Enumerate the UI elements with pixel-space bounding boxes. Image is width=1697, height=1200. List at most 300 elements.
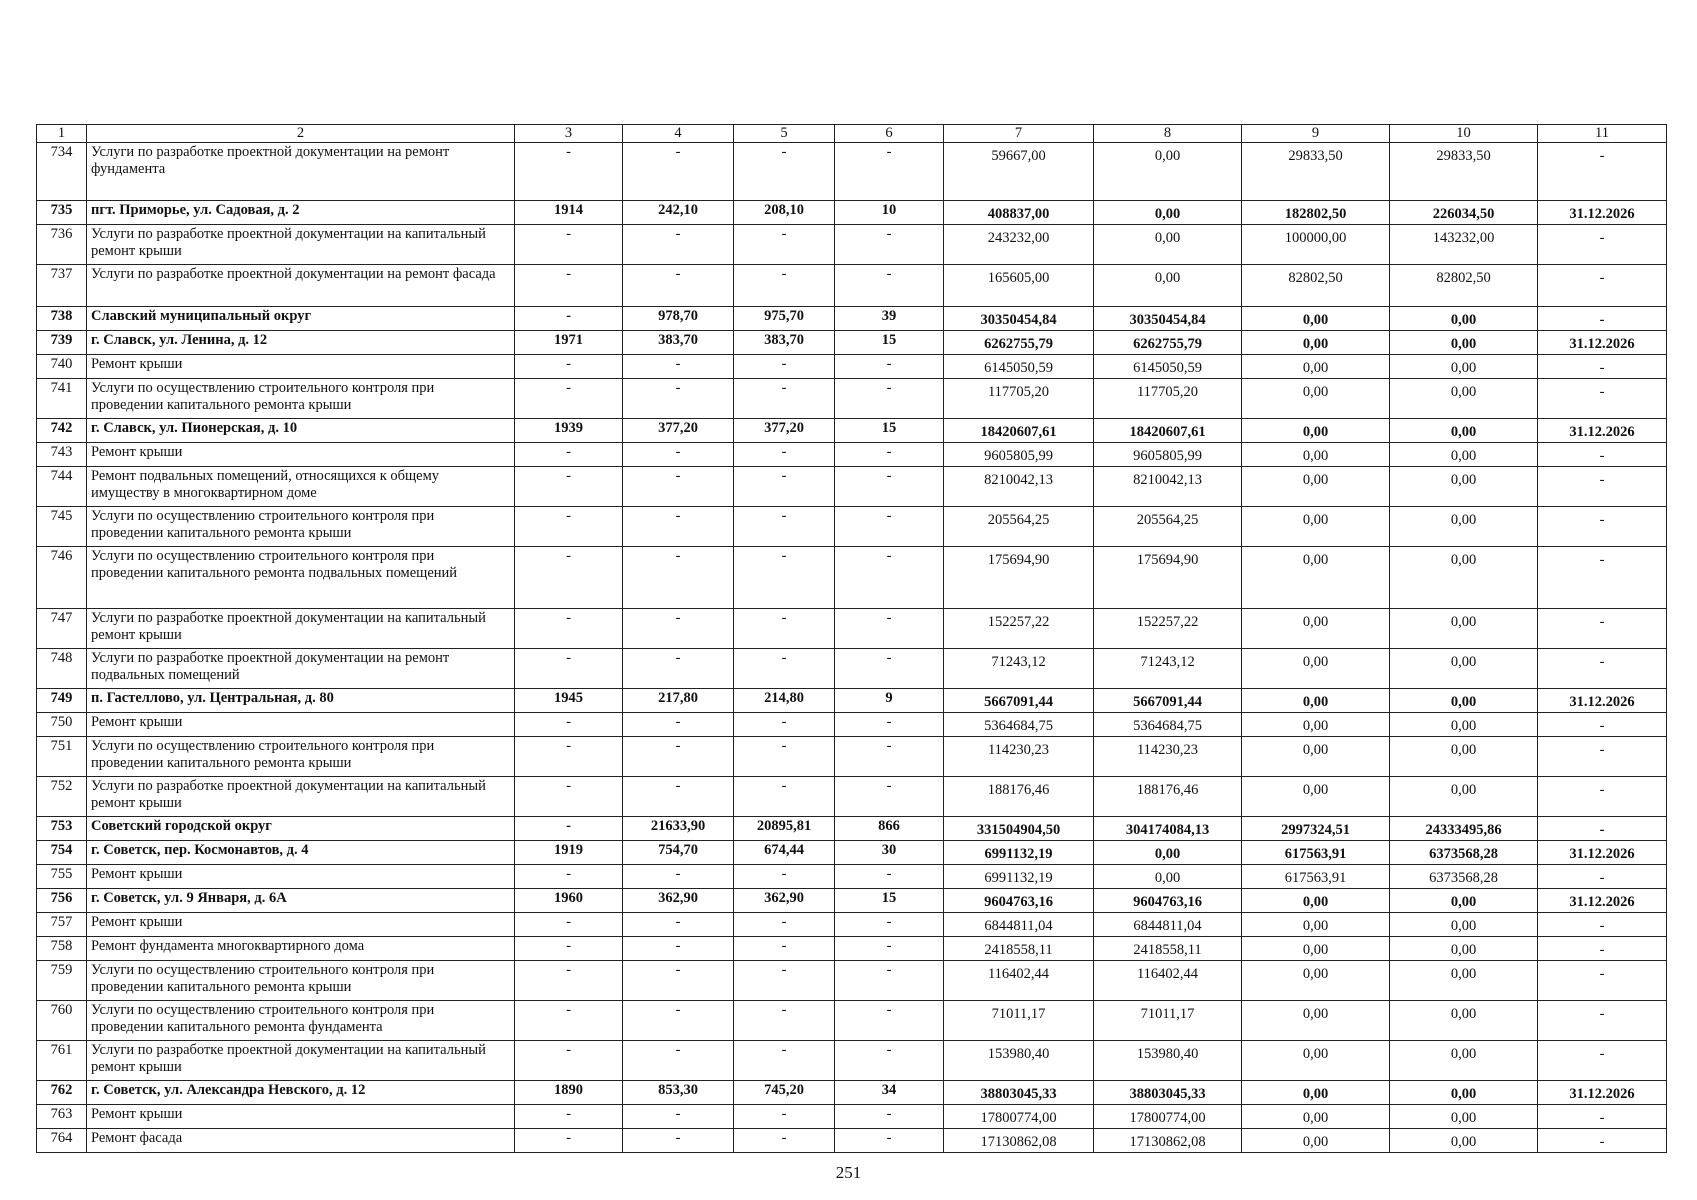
item-name: Ремонт крыши [87,1105,515,1129]
residents-count: 30 [835,841,944,865]
residential-area: - [734,777,835,817]
residents-count: 15 [835,889,944,913]
completion-date: 31.12.2026 [1538,331,1667,355]
completion-date: 31.12.2026 [1538,689,1667,713]
residential-area: - [734,1105,835,1129]
row-number: 750 [37,713,87,737]
total-cost: 59667,00 [944,143,1094,201]
residents-count: - [835,225,944,265]
fund-cost: 0,00 [1094,225,1242,265]
fund-cost: 152257,22 [1094,609,1242,649]
row-number: 737 [37,265,87,307]
total-area: - [623,379,734,419]
fund-cost: 8210042,13 [1094,467,1242,507]
residential-area: 377,20 [734,419,835,443]
owner-cost: 226034,50 [1390,201,1538,225]
row-number: 752 [37,777,87,817]
budget-cost: 82802,50 [1242,265,1390,307]
total-area: - [623,737,734,777]
budget-cost: 0,00 [1242,777,1390,817]
total-cost: 6145050,59 [944,355,1094,379]
total-area: - [623,265,734,307]
fund-cost: 0,00 [1094,841,1242,865]
item-name: Услуги по осуществлению строительного контроля при проведении капитального ремонта фундамента [87,1001,515,1041]
budget-cost: 0,00 [1242,913,1390,937]
owner-cost: 0,00 [1390,609,1538,649]
fund-cost: 9604763,16 [1094,889,1242,913]
row-number: 734 [37,143,87,201]
table-row [37,467,1667,507]
fund-cost: 6844811,04 [1094,913,1242,937]
fund-cost: 5667091,44 [1094,689,1242,713]
item-name: Услуги по разработке проектной документации на капитальный ремонт крыши [87,225,515,265]
column-number: 2 [87,125,515,143]
owner-cost: 0,00 [1390,713,1538,737]
row-number: 736 [37,225,87,265]
table-row [37,737,1667,777]
build-year: 1939 [515,419,623,443]
build-year: - [515,777,623,817]
total-cost: 9604763,16 [944,889,1094,913]
column-number-row [37,125,1667,143]
residential-area: 362,90 [734,889,835,913]
table-row [37,777,1667,817]
build-year: - [515,1129,623,1153]
residents-count: - [835,467,944,507]
residential-area: - [734,143,835,201]
budget-cost: 0,00 [1242,443,1390,467]
table-row [37,937,1667,961]
residents-count: - [835,609,944,649]
table-row [37,865,1667,889]
row-number: 747 [37,609,87,649]
total-area: 362,90 [623,889,734,913]
total-area: - [623,609,734,649]
build-year: - [515,379,623,419]
owner-cost: 0,00 [1390,355,1538,379]
build-year: - [515,1001,623,1041]
fund-cost: 188176,46 [1094,777,1242,817]
table-row [37,379,1667,419]
table-row [37,913,1667,937]
owner-cost: 0,00 [1390,689,1538,713]
budget-cost: 29833,50 [1242,143,1390,201]
total-area: - [623,507,734,547]
total-area: - [623,937,734,961]
residential-area: 208,10 [734,201,835,225]
total-area: - [623,143,734,201]
completion-date: 31.12.2026 [1538,201,1667,225]
build-year: - [515,143,623,201]
residents-count: - [835,265,944,307]
residents-count: - [835,865,944,889]
item-name: Советский городской округ [87,817,515,841]
item-name: Ремонт фасада [87,1129,515,1153]
budget-cost: 0,00 [1242,307,1390,331]
fund-cost: 30350454,84 [1094,307,1242,331]
total-area: - [623,1105,734,1129]
fund-cost: 71011,17 [1094,1001,1242,1041]
residential-area: - [734,507,835,547]
budget-cost: 0,00 [1242,331,1390,355]
total-cost: 331504904,50 [944,817,1094,841]
budget-cost: 0,00 [1242,737,1390,777]
total-cost: 71243,12 [944,649,1094,689]
row-number: 754 [37,841,87,865]
owner-cost: 0,00 [1390,777,1538,817]
row-number: 745 [37,507,87,547]
completion-date: - [1538,1041,1667,1081]
residents-count: - [835,1001,944,1041]
budget-cost: 0,00 [1242,609,1390,649]
residents-count: - [835,507,944,547]
table-row [37,889,1667,913]
fund-cost: 2418558,11 [1094,937,1242,961]
budget-cost: 0,00 [1242,713,1390,737]
build-year: - [515,961,623,1001]
budget-cost: 0,00 [1242,1001,1390,1041]
fund-cost: 17130862,08 [1094,1129,1242,1153]
total-cost: 152257,22 [944,609,1094,649]
completion-date: 31.12.2026 [1538,841,1667,865]
completion-date: 31.12.2026 [1538,1081,1667,1105]
budget-cost: 0,00 [1242,1081,1390,1105]
total-cost: 17800774,00 [944,1105,1094,1129]
completion-date: - [1538,265,1667,307]
item-name: Услуги по разработке проектной документации на ремонт фасада [87,265,515,307]
budget-cost: 0,00 [1242,379,1390,419]
budget-cost: 0,00 [1242,355,1390,379]
fund-cost: 175694,90 [1094,547,1242,609]
fund-cost: 0,00 [1094,201,1242,225]
row-number: 751 [37,737,87,777]
total-cost: 6991132,19 [944,841,1094,865]
row-number: 742 [37,419,87,443]
build-year: - [515,1041,623,1081]
budget-cost: 0,00 [1242,937,1390,961]
fund-cost: 18420607,61 [1094,419,1242,443]
residential-area: 674,44 [734,841,835,865]
residents-count: 15 [835,419,944,443]
row-number: 746 [37,547,87,609]
table-row [37,1081,1667,1105]
total-area: - [623,649,734,689]
column-number: 6 [835,125,944,143]
owner-cost: 0,00 [1390,737,1538,777]
budget-cost: 0,00 [1242,689,1390,713]
build-year: - [515,355,623,379]
residents-count: 9 [835,689,944,713]
item-name: Услуги по разработке проектной документации на ремонт подвальных помещений [87,649,515,689]
residential-area: - [734,913,835,937]
row-number: 738 [37,307,87,331]
build-year: 1919 [515,841,623,865]
total-area: 377,20 [623,419,734,443]
total-cost: 175694,90 [944,547,1094,609]
residential-area: - [734,225,835,265]
owner-cost: 82802,50 [1390,265,1538,307]
column-number: 3 [515,125,623,143]
total-cost: 153980,40 [944,1041,1094,1081]
owner-cost: 0,00 [1390,331,1538,355]
residents-count: 34 [835,1081,944,1105]
budget-cost: 0,00 [1242,961,1390,1001]
row-number: 764 [37,1129,87,1153]
total-cost: 5364684,75 [944,713,1094,737]
total-area: - [623,225,734,265]
owner-cost: 6373568,28 [1390,841,1538,865]
owner-cost: 6373568,28 [1390,865,1538,889]
row-number: 740 [37,355,87,379]
owner-cost: 0,00 [1390,1105,1538,1129]
total-cost: 114230,23 [944,737,1094,777]
fund-cost: 9605805,99 [1094,443,1242,467]
item-name: г. Советск, ул. 9 Января, д. 6А [87,889,515,913]
row-number: 763 [37,1105,87,1129]
table-row [37,817,1667,841]
item-name: Услуги по осуществлению строительного контроля при проведении капитального ремонта крыши [87,961,515,1001]
build-year: - [515,817,623,841]
fund-cost: 153980,40 [1094,1041,1242,1081]
completion-date: - [1538,143,1667,201]
owner-cost: 0,00 [1390,1081,1538,1105]
page-number: 251 [835,1163,862,1182]
completion-date: - [1538,937,1667,961]
completion-date: - [1538,913,1667,937]
table-row [37,143,1667,201]
table-row [37,507,1667,547]
residents-count: - [835,547,944,609]
build-year: 1960 [515,889,623,913]
residents-count: - [835,937,944,961]
build-year: - [515,225,623,265]
completion-date: - [1538,713,1667,737]
residential-area: - [734,355,835,379]
table-row [37,331,1667,355]
table-row [37,1041,1667,1081]
capital-repair-table [36,124,1667,1153]
owner-cost: 0,00 [1390,1129,1538,1153]
completion-date: - [1538,1001,1667,1041]
table-row [37,961,1667,1001]
residential-area: - [734,865,835,889]
total-cost: 6844811,04 [944,913,1094,937]
fund-cost: 71243,12 [1094,649,1242,689]
fund-cost: 0,00 [1094,143,1242,201]
completion-date: - [1538,609,1667,649]
item-name: Славский муниципальный округ [87,307,515,331]
build-year: - [515,507,623,547]
row-number: 756 [37,889,87,913]
total-area: - [623,547,734,609]
total-area: - [623,865,734,889]
residential-area: 975,70 [734,307,835,331]
residents-count: - [835,355,944,379]
total-cost: 2418558,11 [944,937,1094,961]
row-number: 743 [37,443,87,467]
item-name: Ремонт крыши [87,713,515,737]
owner-cost: 0,00 [1390,307,1538,331]
column-number: 4 [623,125,734,143]
fund-cost: 5364684,75 [1094,713,1242,737]
completion-date: - [1538,649,1667,689]
fund-cost: 205564,25 [1094,507,1242,547]
residential-area: - [734,467,835,507]
owner-cost: 0,00 [1390,379,1538,419]
completion-date: - [1538,467,1667,507]
build-year: - [515,547,623,609]
build-year: - [515,737,623,777]
column-number: 9 [1242,125,1390,143]
completion-date: - [1538,225,1667,265]
total-area: 978,70 [623,307,734,331]
column-number: 5 [734,125,835,143]
total-cost: 6262755,79 [944,331,1094,355]
table-row [37,609,1667,649]
total-cost: 18420607,61 [944,419,1094,443]
table-row [37,1129,1667,1153]
build-year: - [515,265,623,307]
column-number: 8 [1094,125,1242,143]
owner-cost: 0,00 [1390,1041,1538,1081]
item-name: Услуги по осуществлению строительного контроля при проведении капитального ремонта подвальных помещений [87,547,515,609]
item-name: п. Гастеллово, ул. Центральная, д. 80 [87,689,515,713]
item-name: Ремонт крыши [87,443,515,467]
build-year: 1914 [515,201,623,225]
build-year: - [515,1105,623,1129]
residential-area: - [734,379,835,419]
item-name: Ремонт подвальных помещений, относящихся к общему имуществу в многоквартирном доме [87,467,515,507]
row-number: 744 [37,467,87,507]
residential-area: - [734,1041,835,1081]
fund-cost: 6262755,79 [1094,331,1242,355]
budget-cost: 0,00 [1242,547,1390,609]
owner-cost: 29833,50 [1390,143,1538,201]
owner-cost: 0,00 [1390,961,1538,1001]
total-cost: 5667091,44 [944,689,1094,713]
completion-date: - [1538,777,1667,817]
build-year: 1945 [515,689,623,713]
total-area: - [623,467,734,507]
row-number: 759 [37,961,87,1001]
build-year: 1890 [515,1081,623,1105]
total-area: - [623,1129,734,1153]
residents-count: - [835,443,944,467]
residents-count: - [835,713,944,737]
build-year: - [515,609,623,649]
total-cost: 8210042,13 [944,467,1094,507]
total-area: - [623,1001,734,1041]
item-name: Услуги по разработке проектной документации на капитальный ремонт крыши [87,1041,515,1081]
residential-area: - [734,713,835,737]
item-name: Услуги по разработке проектной документации на капитальный ремонт крыши [87,777,515,817]
residential-area: - [734,1129,835,1153]
owner-cost: 0,00 [1390,507,1538,547]
residential-area: - [734,547,835,609]
residential-area: - [734,609,835,649]
build-year: - [515,307,623,331]
item-name: г. Славск, ул. Ленина, д. 12 [87,331,515,355]
residents-count: - [835,1129,944,1153]
column-number: 11 [1538,125,1667,143]
completion-date: - [1538,865,1667,889]
item-name: Услуги по осуществлению строительного контроля при проведении капитального ремонта крыши [87,379,515,419]
residents-count: - [835,1105,944,1129]
completion-date: - [1538,547,1667,609]
total-area: - [623,1041,734,1081]
total-area: - [623,355,734,379]
table-row [37,689,1667,713]
row-number: 739 [37,331,87,355]
item-name: Ремонт крыши [87,355,515,379]
budget-cost: 0,00 [1242,649,1390,689]
budget-cost: 617563,91 [1242,841,1390,865]
residents-count: 39 [835,307,944,331]
total-cost: 17130862,08 [944,1129,1094,1153]
table-row [37,547,1667,609]
item-name: Ремонт фундамента многоквартирного дома [87,937,515,961]
completion-date: - [1538,737,1667,777]
budget-cost: 0,00 [1242,507,1390,547]
budget-cost: 0,00 [1242,1041,1390,1081]
total-cost: 408837,00 [944,201,1094,225]
owner-cost: 0,00 [1390,547,1538,609]
item-name: г. Советск, ул. Александра Невского, д. 12 [87,1081,515,1105]
total-cost: 188176,46 [944,777,1094,817]
column-number: 10 [1390,125,1538,143]
total-cost: 38803045,33 [944,1081,1094,1105]
owner-cost: 0,00 [1390,1001,1538,1041]
owner-cost: 0,00 [1390,937,1538,961]
row-number: 758 [37,937,87,961]
build-year: - [515,913,623,937]
residential-area: - [734,737,835,777]
total-area: 21633,90 [623,817,734,841]
total-area: 754,70 [623,841,734,865]
completion-date: 31.12.2026 [1538,889,1667,913]
total-cost: 30350454,84 [944,307,1094,331]
residents-count: - [835,143,944,201]
total-cost: 165605,00 [944,265,1094,307]
residential-area: - [734,961,835,1001]
owner-cost: 0,00 [1390,443,1538,467]
row-number: 753 [37,817,87,841]
completion-date: - [1538,379,1667,419]
build-year: - [515,865,623,889]
row-number: 749 [37,689,87,713]
build-year: - [515,467,623,507]
total-cost: 205564,25 [944,507,1094,547]
fund-cost: 0,00 [1094,865,1242,889]
column-number: 7 [944,125,1094,143]
completion-date: - [1538,307,1667,331]
item-name: пгт. Приморье, ул. Садовая, д. 2 [87,201,515,225]
row-number: 762 [37,1081,87,1105]
total-cost: 6991132,19 [944,865,1094,889]
table-row [37,713,1667,737]
completion-date: - [1538,961,1667,1001]
table-row [37,201,1667,225]
residential-area: 745,20 [734,1081,835,1105]
total-area: - [623,913,734,937]
item-name: Ремонт крыши [87,913,515,937]
owner-cost: 0,00 [1390,913,1538,937]
fund-cost: 6145050,59 [1094,355,1242,379]
item-name: Услуги по разработке проектной документации на ремонт фундамента [87,143,515,201]
row-number: 760 [37,1001,87,1041]
residents-count: 866 [835,817,944,841]
residential-area: 383,70 [734,331,835,355]
